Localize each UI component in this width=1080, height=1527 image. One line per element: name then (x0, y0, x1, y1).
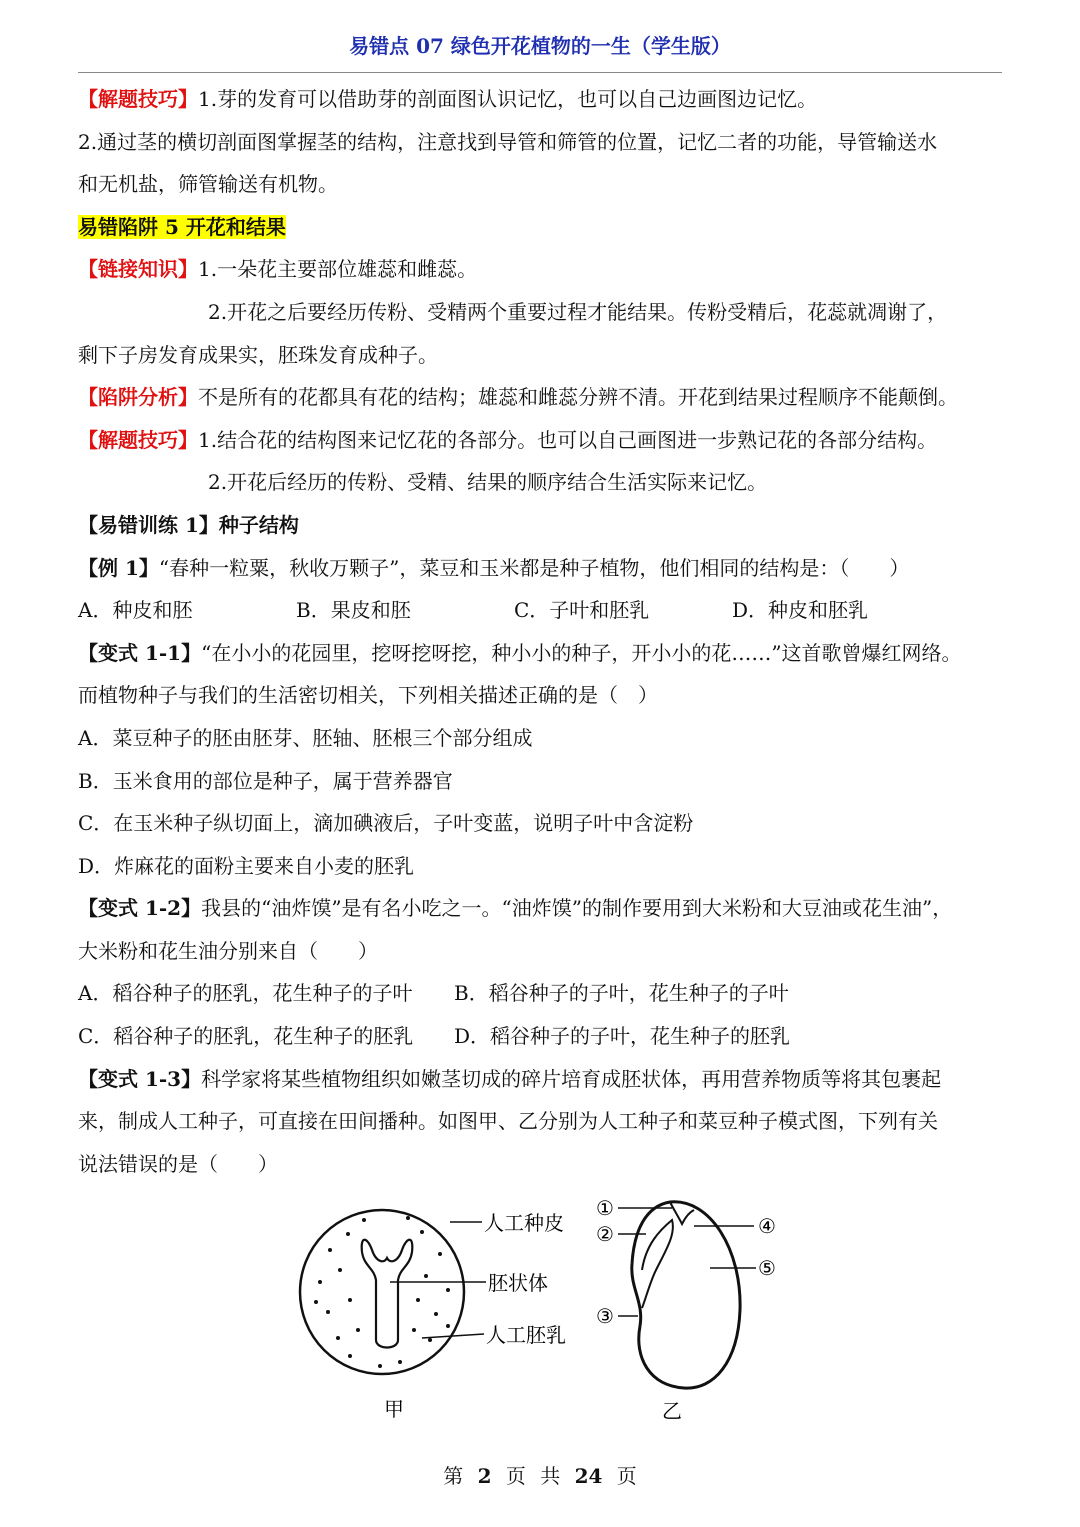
section-tag: 【解题技巧】 (78, 427, 198, 452)
text-line: 2.开花后经历的传粉、受精、结果的顺序结合生活实际来记忆。 (208, 470, 768, 495)
text-line: 剩下子房发育成果实，胚珠发育成种子。 (78, 342, 438, 367)
total-pages: 24 (574, 1464, 603, 1488)
option-d: D．稻谷种子的子叶，花生种子的胚乳 (454, 1024, 791, 1049)
page-number: 2 (477, 1464, 492, 1488)
question-text: 而植物种子与我们的生活密切相关，下列相关描述正确的是（ ） (78, 683, 658, 708)
option-c: C．子叶和胚乳 (514, 598, 650, 623)
option-d: D．炸麻花的面粉主要来自小麦的胚乳 (78, 853, 415, 878)
question-2 (78, 632, 1004, 675)
caption-a: 甲 (384, 1397, 404, 1421)
label-embryoid: 胚状体 (488, 1271, 548, 1295)
question-3 (78, 887, 1004, 930)
section-tag: 【解题技巧】 (78, 87, 198, 111)
trap-analysis-line (78, 376, 1004, 419)
footer-text: 页 (505, 1464, 526, 1488)
marker-5: ⑤ (758, 1256, 776, 1280)
caption-b: 乙 (662, 1399, 682, 1423)
page-footer (0, 1460, 1080, 1489)
question-4 (78, 1058, 1004, 1101)
highlighted-heading: 易错陷阱 5 开花和结果 (78, 214, 286, 239)
option-b: B．玉米食用的部位是种子，属于营养器官 (78, 768, 453, 793)
question-text: “春种一粒粟，秋收万颗子”，菜豆和玉米都是种子植物，他们相同的结构是：（ ） (158, 555, 910, 580)
question-text: 科学家将某些植物组织如嫩茎切成的碎片培育成胚状体，再用营养物质等将其包裹起 (201, 1066, 942, 1091)
option-a: A．种皮和胚 (78, 598, 193, 623)
question-tag: 【变式 1-2】 (78, 896, 202, 921)
label-endosperm: 人工胚乳 (486, 1323, 566, 1347)
section-heading (78, 206, 1004, 249)
question-text: 来，制成人工种子，可直接在田间播种。如图甲、乙分别为人工种子和菜豆种子模式图，下列有关 (78, 1109, 938, 1134)
text-line: 和无机盐，筛管输送有机物。 (78, 172, 338, 197)
question-text: “在小小的花园里，挖呀挖呀挖，种小小的种子，开小小的花……”这首歌曾爆红网络。 (201, 640, 962, 665)
label-seed-coat: 人工种皮 (484, 1211, 564, 1235)
header-divider (78, 72, 1002, 73)
options-row (78, 1015, 1004, 1058)
option-b: B．稻谷种子的子叶，花生种子的子叶 (454, 981, 789, 1006)
question-tag: 【变式 1-1】 (78, 640, 202, 665)
options-row (78, 589, 1004, 632)
question-tag: 【变式 1-3】 (78, 1066, 202, 1091)
text-line: 2.开花之后要经历传粉、受精两个重要过程才能结果。传粉受精后，花蕊就凋谢了， (208, 299, 948, 324)
footer-text: 第 (443, 1464, 464, 1488)
text-line: 2.通过茎的横切剖面图掌握茎的结构，注意找到导管和筛管的位置，记忆二者的功能，导管输送水 (78, 129, 938, 154)
option-a: A．菜豆种子的胚由胚芽、胚轴、胚根三个部分组成 (78, 725, 533, 750)
option-c: C．稻谷种子的胚乳，花生种子的胚乳 (78, 1024, 414, 1049)
training-heading: 【易错训练 1】种子结构 (78, 512, 299, 537)
section-tag: 【链接知识】 (78, 257, 198, 282)
question-text: 说法错误的是（ ） (78, 1151, 278, 1176)
tip-line (78, 419, 1004, 462)
question-text: 大米粉和花生油分别来自（ ） (78, 938, 378, 963)
section-tag: 【陷阱分析】 (78, 385, 198, 410)
text: 1.芽的发育可以借助芽的剖面图认识记忆，也可以自己边画图边记忆。 (198, 87, 818, 111)
marker-3: ③ (596, 1304, 614, 1328)
endosperm-dots (314, 1216, 450, 1368)
question-text: 我县的“油炸馍”是有名小吃之一。“油炸馍”的制作要用到大米粉和大豆油或花生油”， (201, 896, 953, 921)
option-d: D．种皮和胚乳 (732, 598, 869, 623)
text: 1.一朵花主要部位雄蕊和雌蕊。 (198, 257, 478, 282)
footer-text: 页 (616, 1464, 637, 1488)
text: 不是所有的花都具有花的结构；雄蕊和雌蕊分辨不清。开花到结果过程顺序不能颠倒。 (198, 385, 958, 410)
figure-a-leader-lines (390, 1222, 486, 1338)
option-c: C．在玉米种子纵切面上，滴加碘液后，子叶变蓝，说明子叶中含淀粉 (78, 811, 694, 836)
bean-seed-figure (632, 1202, 740, 1388)
option-b: B．果皮和胚 (296, 598, 411, 623)
seed-diagram (290, 1190, 810, 1430)
document-body (78, 78, 1004, 1185)
tip-line (78, 78, 1004, 121)
marker-1: ① (596, 1196, 614, 1220)
text: 1.结合花的结构图来记忆花的各部分。也可以自己画图进一步熟记花的各部分结构。 (198, 427, 938, 452)
marker-2: ② (596, 1222, 614, 1246)
options-row (78, 972, 1004, 1015)
artificial-seed-figure (300, 1210, 464, 1374)
question-1 (78, 547, 1004, 590)
question-tag: 【例 1】 (78, 555, 159, 580)
option-a: A．稻谷种子的胚乳，花生种子的子叶 (78, 981, 413, 1006)
knowledge-line (78, 248, 1004, 291)
footer-text: 共 (540, 1464, 561, 1488)
marker-4: ④ (758, 1214, 776, 1238)
page-header: 易错点 07 绿色开花植物的一生（学生版） (349, 34, 731, 58)
